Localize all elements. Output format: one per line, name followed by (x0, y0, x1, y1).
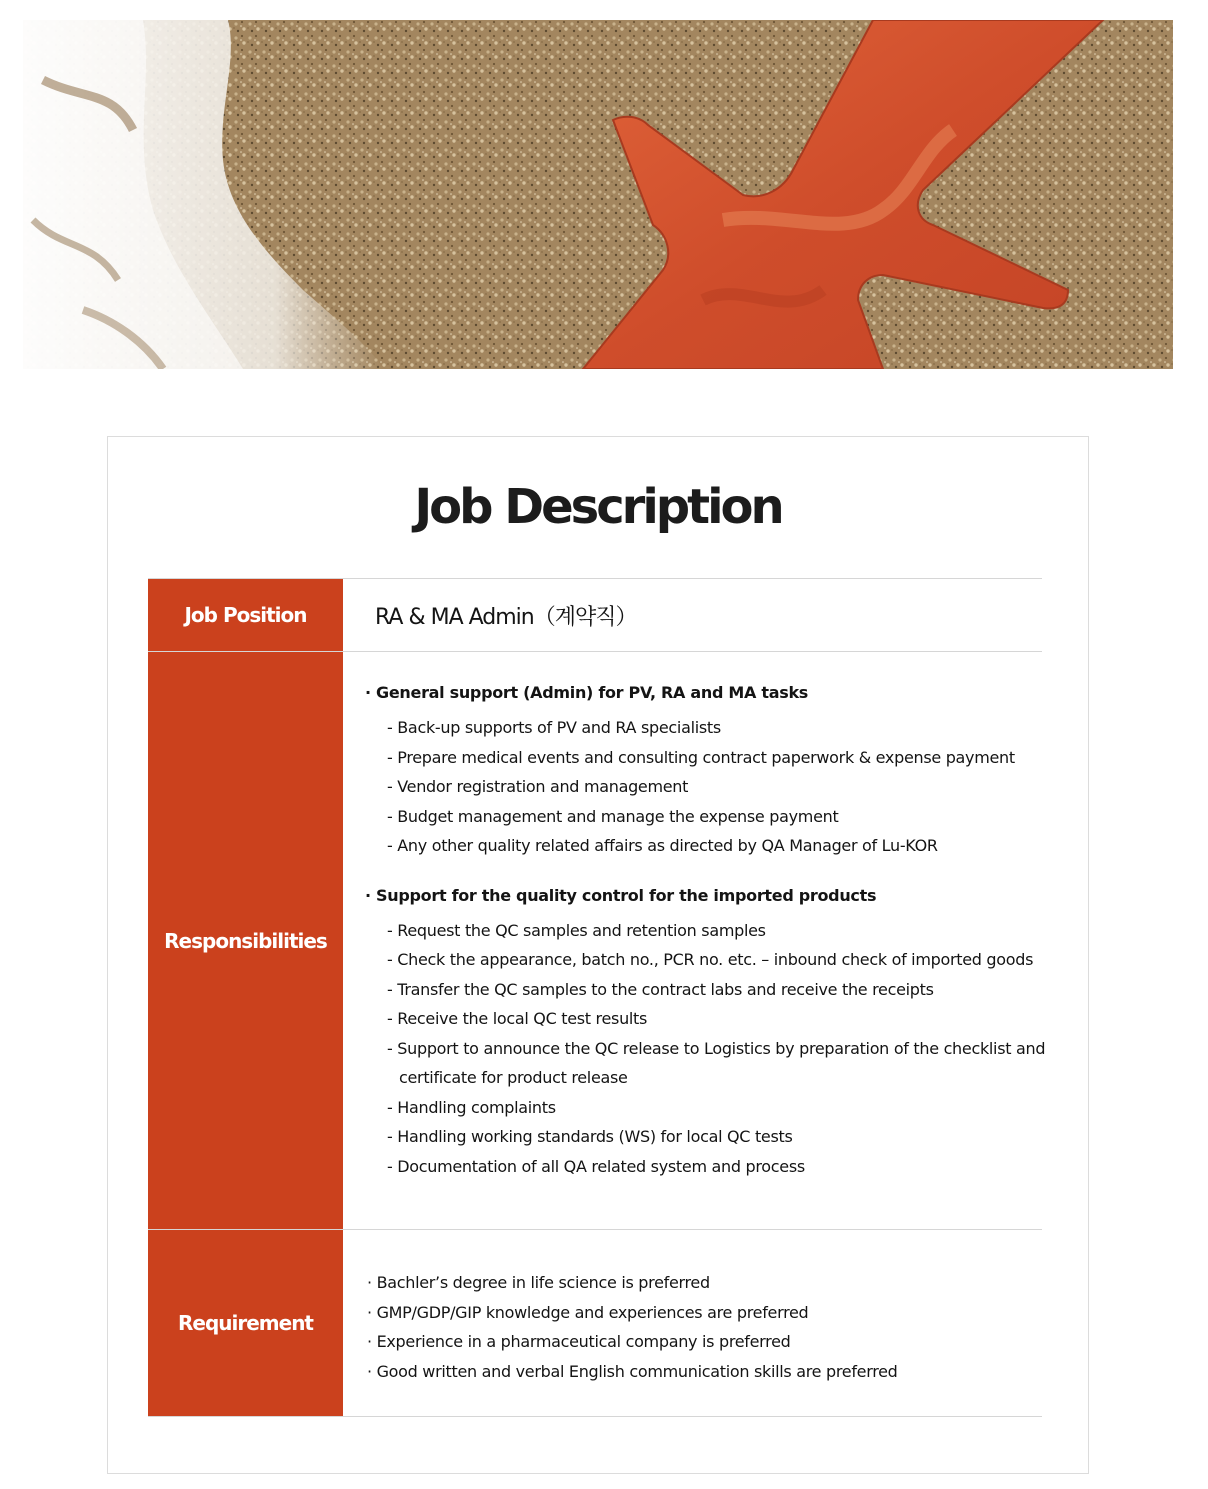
list-item: - Documentation of all QA related system and process (387, 1156, 805, 1176)
row-job-position (148, 578, 1042, 651)
job-description-table (148, 578, 1046, 1417)
list-item: - Receive the local QC test results (387, 1009, 648, 1028)
list-item: - Vendor registration and management (387, 777, 689, 796)
list-item: · Experience in a pharmaceutical company is preferred (367, 1332, 791, 1351)
job-description-card (107, 436, 1089, 1474)
list-item: - Handling working standards (WS) for local QC tests (387, 1127, 793, 1146)
job-position-label: Job Position (148, 579, 343, 651)
requirement-label: Requirement (148, 1230, 343, 1416)
list-item: - Prepare medical events and consulting contract paperwork & expense payment (387, 747, 1015, 767)
responsibility-section-heading: · General support (Admin) for PV, RA and MA tasks (365, 683, 809, 702)
responsibility-section-heading: · Support for the quality control for the imported products (365, 885, 877, 905)
list-item: - Check the appearance, batch no., PCR no. etc. – inbound check of imported goods (387, 950, 1034, 969)
list-item: - Any other quality related affairs as directed by QA Manager of Lu-KOR (387, 836, 938, 855)
row-responsibilities (148, 651, 1046, 1229)
header-banner-image (23, 20, 1173, 369)
list-item: - Request the QC samples and retention samples (387, 920, 766, 940)
list-item: · Good written and verbal English communication skills are preferred (367, 1361, 898, 1381)
responsibilities-label: Responsibilities (148, 652, 343, 1229)
responsibilities-content (343, 652, 1089, 1229)
list-item: - Budget management and manage the expense payment (387, 806, 839, 826)
list-item: - Transfer the QC samples to the contract labs and receive the receipts (387, 979, 934, 999)
list-item: - Handling complaints (387, 1097, 556, 1117)
job-position-value: RA & MA Admin（계약직） (375, 604, 637, 630)
row-requirement (148, 1229, 1042, 1417)
starfish-beach-illustration (23, 20, 1173, 369)
list-item: · GMP/GDP/GIP knowledge and experiences are preferred (367, 1302, 809, 1322)
responsibility-list (365, 713, 1089, 861)
responsibility-list (365, 916, 1089, 1182)
list-item: - Support to announce the QC release to Logistics by preparation of the checklist and certificate for product release (387, 1038, 1046, 1087)
page-title: Job Description (414, 479, 782, 535)
list-item: · Bachler’s degree in life science is preferred (367, 1273, 710, 1292)
requirement-list (367, 1268, 1042, 1386)
requirement-content (343, 1230, 1042, 1416)
list-item: - Back-up supports of PV and RA specialists (387, 718, 721, 737)
